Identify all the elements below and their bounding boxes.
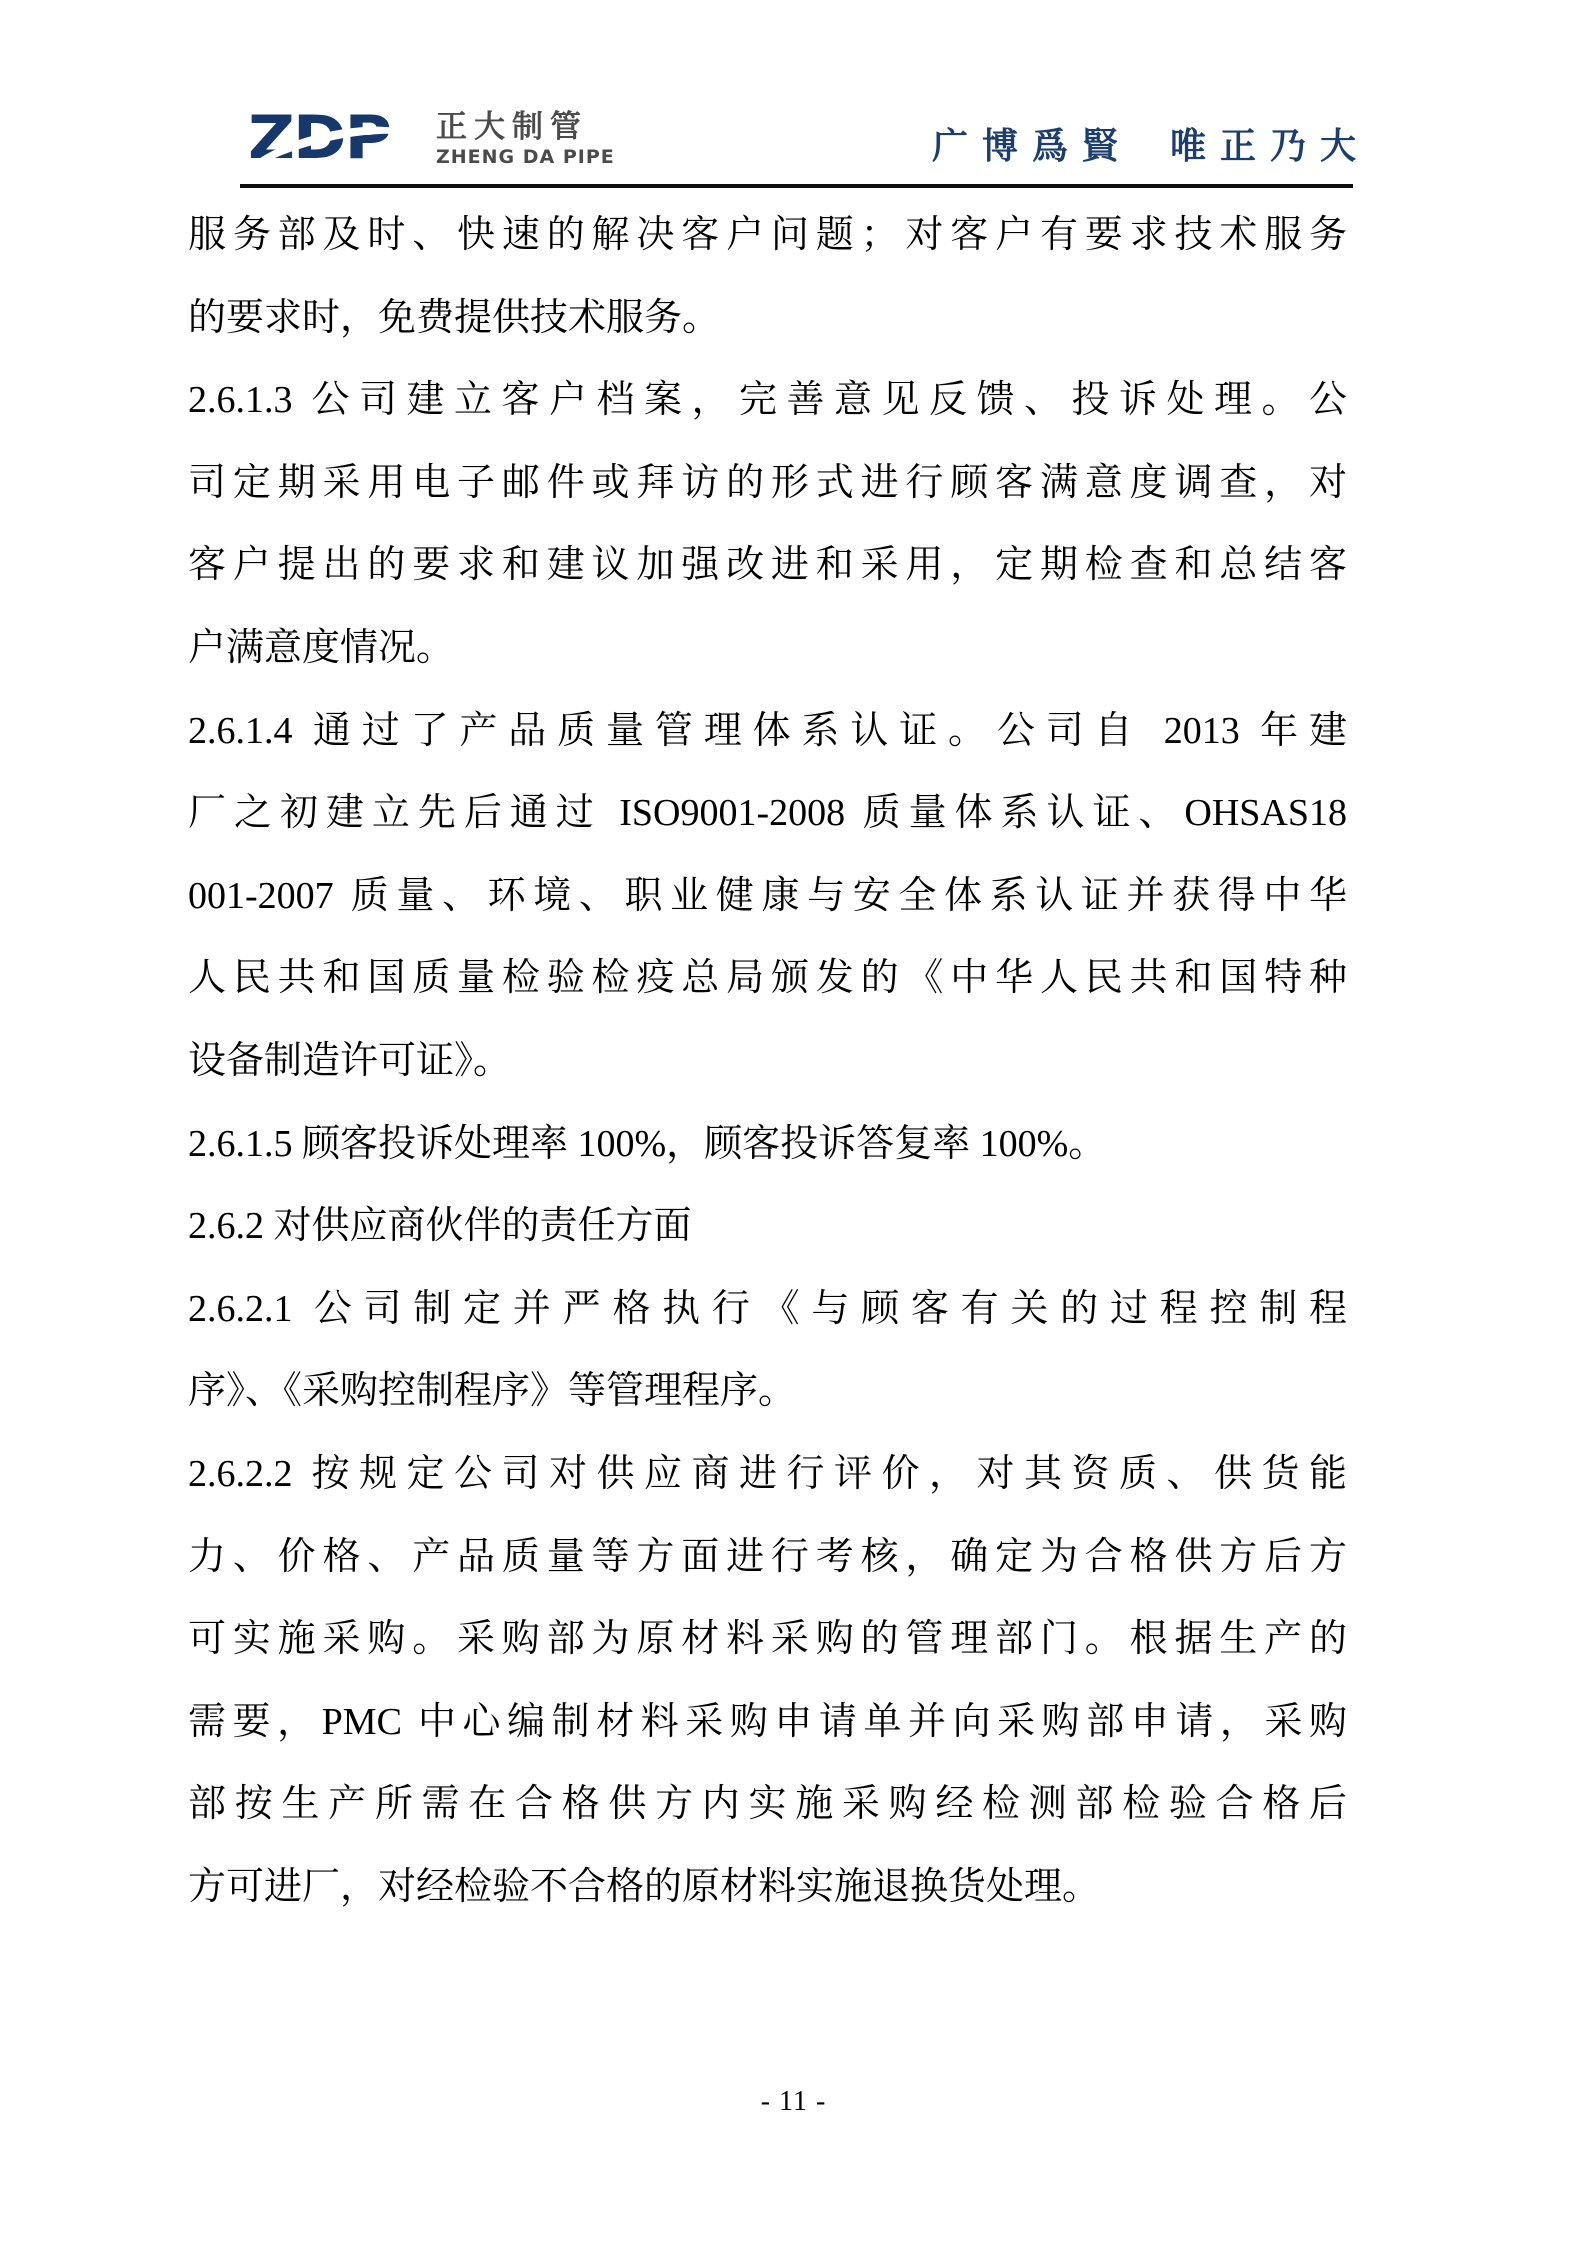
body-line: 2.6.2.1 公司制定并严格执行《与顾客有关的过程控制程 bbox=[188, 1287, 1347, 1330]
body-line: 部按生产所需在合格供方内实施采购经检测部检验合格后 bbox=[188, 1783, 1347, 1826]
body-line: 可实施采购。采购部为原材料采购的管理部门。根据生产的 bbox=[188, 1618, 1347, 1661]
logo-company-name-cn: 正大制管 bbox=[436, 109, 588, 145]
body-line: 力、价格、产品质量等方面进行考核，确定为合格供方后方 bbox=[188, 1535, 1347, 1578]
body-text bbox=[188, 194, 1347, 1928]
body-line: 序》、《采购控制程序》等管理程序。 bbox=[188, 1370, 797, 1413]
body-line: 2.6.2 对供应商伙伴的责任方面 bbox=[188, 1205, 692, 1248]
page-number: - 11 - bbox=[760, 2086, 827, 2117]
body-line: 司定期采用电子邮件或拜访的形式进行顾客满意度调查，对 bbox=[188, 461, 1347, 504]
body-line: 2.6.2.2 按规定公司对供应商进行评价，对其资质、供货能 bbox=[188, 1452, 1347, 1495]
header-slogan-part2: 唯正乃大 bbox=[1169, 126, 1370, 166]
body-line: 方可进厂，对经检验不合格的原材料实施退换货处理。 bbox=[188, 1865, 1101, 1908]
body-line: 人民共和国质量检验检疫总局颁发的《中华人民共和国特种 bbox=[188, 957, 1347, 1000]
body-line: 2.6.1.3 公司建立客户档案，完善意见反馈、投诉处理。公 bbox=[188, 379, 1347, 422]
body-line: 设备制造许可证》。 bbox=[188, 1039, 512, 1082]
body-line: 2.6.1.5 顾客投诉处理率 100%，顾客投诉答复率 100%。 bbox=[188, 1122, 1107, 1165]
body-line: 服务部及时、快速的解决客户问题；对客户有要求技术服务 bbox=[188, 214, 1347, 256]
logo-company-name-en: ZHENG DA PIPE bbox=[436, 146, 615, 168]
header-slogan-part1: 广博爲賢 bbox=[931, 126, 1132, 166]
body-line: 客户提出的要求和建议加强改进和采用，定期检查和总结客 bbox=[188, 544, 1347, 587]
company-logo bbox=[248, 103, 615, 173]
header-slogan bbox=[932, 126, 1370, 166]
body-line: 需要，PMC 中心编制材料采购申请单并向采购部申请，采购 bbox=[188, 1700, 1347, 1743]
body-line: 户满意度情况。 bbox=[188, 626, 455, 669]
body-line: 的要求时，免费提供技术服务。 bbox=[188, 296, 721, 339]
header-divider bbox=[240, 184, 1353, 188]
body-line: 001-2007 质量、环境、职业健康与安全体系认证并获得中华 bbox=[188, 874, 1347, 917]
zdp-logo-text: ZDP bbox=[248, 103, 390, 173]
body-line: 2.6.1.4 通过了产品质量管理体系认证。公司自 2013 年建 bbox=[188, 709, 1347, 752]
body-line: 厂之初建立先后通过 ISO9001-2008 质量体系认证、OHSAS18 bbox=[188, 792, 1347, 835]
